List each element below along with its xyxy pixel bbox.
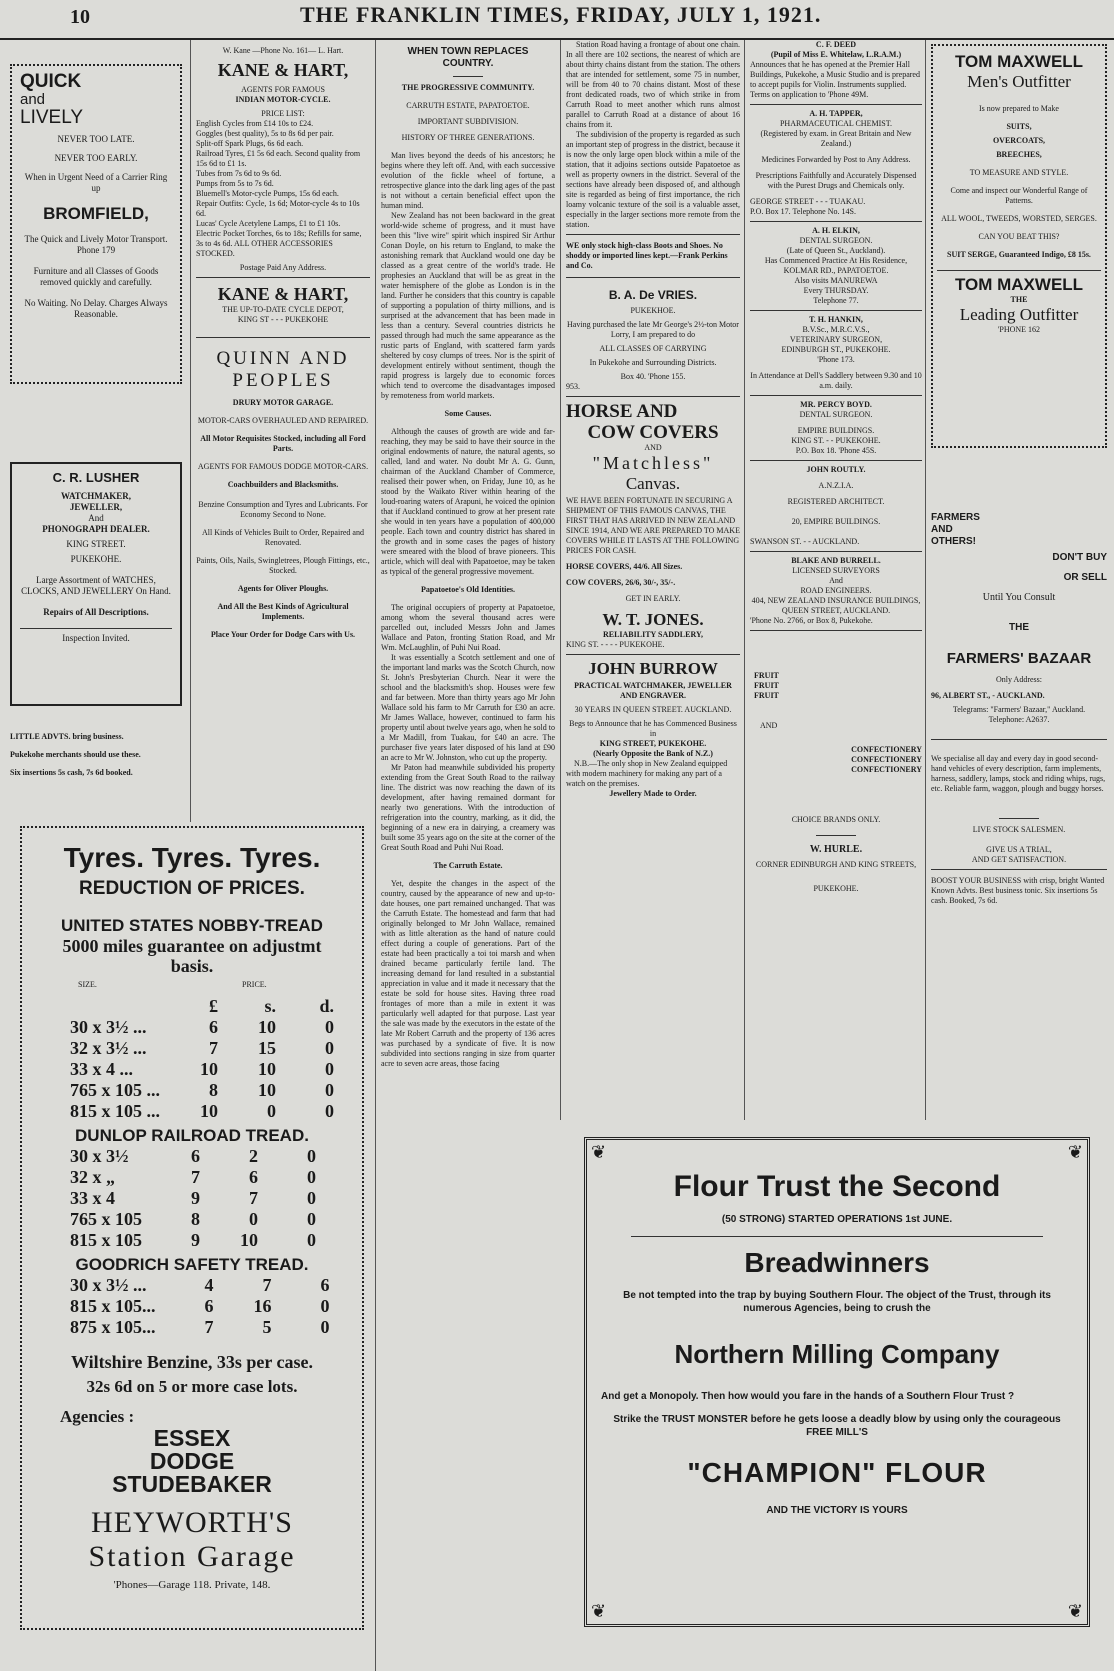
de-vries-line: PUKEKHOE. [630, 306, 676, 315]
tapper-name: A. H. TAPPER, [809, 109, 863, 118]
price-label: PRICE. [242, 980, 267, 989]
article-paragraph: Man lives beyond the deeds of his ancestors; he begins where they left off. And, with each successive evolution of the fickle wheel of fortune, a retrospective glance into the dark ling ages of the past is not without a certain beneficial effect upon the human mind. [381, 151, 555, 210]
table-row: 32 x „ 7 6 0 [70, 1167, 316, 1187]
price-item: Pumps from 5s to 7s 6d. [196, 179, 274, 188]
price-item: Goggles (best quality), 5s to 8s 6d per pair. [196, 129, 334, 138]
column-rule [190, 40, 191, 822]
elkin-line: Also visits MANUREWA [794, 276, 878, 285]
table-row: 30 x 3½ ... 6 10 0 [70, 1017, 334, 1037]
maxwell-line: TO MEASURE AND STYLE. [969, 168, 1069, 177]
size-label: SIZE. [78, 980, 97, 989]
nobby-price-table [64, 996, 340, 1122]
table-row: 30 x 3½ ... 4 7 6 [70, 1275, 330, 1295]
garage-phones: 'Phones—Garage 118. Private, 148. [113, 1579, 271, 1591]
burrow-line: KING STREET, PUKEKOHE. [599, 739, 707, 748]
price-list-label: PRICE LIST: [261, 109, 305, 118]
table-row: 815 x 105 9 10 0 [70, 1230, 316, 1250]
lusher-line: Repairs of All Descriptions. [43, 607, 149, 617]
only-address: Only Address: [996, 675, 1042, 684]
boyd-line: DENTAL SURGEON. [799, 410, 873, 419]
the-text: THE [1010, 295, 1028, 304]
article-paragraph: Mr Paton had meanwhile subdivided his property extending from the Great South Road to the railway line. The district was now reaching the dawn of its development, after having remained dormant for nearly two generations. With the introduction of refrigeration into the country, marking, as it did, the beginning of a new era in dairying, a creamery was built some 35 years ago on the site at the corner of the Great South Road and Puhi Nui Road. [381, 763, 555, 852]
reliability-saddlery: RELIABILITY SADDLERY, [602, 630, 704, 639]
table-row: 30 x 3½ 6 2 0 [70, 1146, 316, 1166]
de-vries-line: 953. [566, 382, 580, 391]
confectionery-line: CONFECTIONERY [851, 755, 922, 764]
price-item: Split-off Spark Plugs, 6s 6d each. [196, 139, 304, 148]
elkin-line: Telephone 77. [813, 296, 859, 305]
masthead: THE FRANKLIN TIMES, FRIDAY, JULY 1, 1921. [300, 2, 822, 27]
corner-ornament-icon: ❦ [591, 1142, 607, 1162]
tapper-line: (Registered by exam. in Great Britain and New Zealand.) [760, 129, 912, 148]
nobby-heading: UNITED STATES NOBBY-TREAD [61, 916, 323, 935]
article-paragraph: The original occupiers of property at Papatoetoe, among whom the several thousand acres were parcelled out, included Messrs John and James Wallace and Paton, fronting Station Road, and Mr Wm. McLaughlin, of Puhi Nui Road. [381, 603, 555, 652]
routly-line: 20, EMPIRE BUILDINGS. [791, 517, 881, 526]
and-text: AND [931, 524, 953, 535]
hankin-line: VETERINARY SURGEON, [789, 335, 883, 344]
and-heading: and [20, 91, 46, 108]
shillings-header: s. [264, 996, 276, 1016]
burrow-name: JOHN BURROW [588, 659, 718, 678]
boyd-line: P.O. Box 18. 'Phone 45S. [795, 446, 877, 455]
mens-outfitter: Men's Outfitter [967, 72, 1071, 91]
price-item: Tubes from 7s 6d to 9s 6d. [196, 169, 282, 178]
hankin-name: T. H. HANKIN, [809, 315, 863, 324]
quinn-item: Agents for Oliver Ploughs. [237, 584, 329, 593]
quinn-item: All Motor Requisites Stocked, including all Ford Parts. [200, 434, 366, 453]
blake-line: QUEEN STREET, AUCKLAND. [781, 606, 891, 615]
heyworth-name: HEYWORTH'S [91, 1506, 293, 1539]
boyd-line: KING ST. - - PUKEKOHE. [791, 436, 881, 445]
tyres-title: Tyres. Tyres. Tyres. [63, 842, 321, 873]
divider [566, 234, 740, 235]
champion-flour-title: "CHAMPION" FLOUR [687, 1457, 987, 1488]
canvas-text: WE HAVE BEEN FORTUNATE IN SECURING A SHIPMENT OF THIS FAMOUS CANVAS, THE FIRST THAT HAS ARRIVED IN NEW ZEALAND SINCE 1914, AND WE ARE PREPARED TO MAKE COVERS WHILE IT LASTS AT THE FOLLOWING PRICES FOR CASH. [566, 496, 740, 555]
divider [453, 76, 483, 77]
de-vries-line: In Pukekohe and Surrounding Districts. [589, 358, 717, 367]
pence-header: d. [319, 996, 334, 1016]
divider [20, 628, 172, 629]
divider [566, 396, 740, 397]
quinn-item: Paints, Oils, Nails, Swingletrees, Plough Fittings, etc., Stocked. [196, 556, 370, 575]
tom-maxwell-name-2: TOM MAXWELL [954, 275, 1084, 294]
and-text: AND [644, 443, 662, 452]
maxwell-line: SUITS, [1006, 122, 1032, 131]
drury-garage: DRURY MOTOR GARAGE. [232, 398, 334, 407]
price-header [64, 996, 340, 1017]
flour-paragraph: And get a Monopoly. Then how would you fare in the hands of a Southern Flour Trust ? [601, 1391, 1015, 1402]
table-row: 815 x 105... 6 16 0 [70, 1296, 330, 1316]
corner-ornament-icon: ❦ [591, 1601, 607, 1621]
column-rule [560, 40, 561, 1120]
divider [750, 630, 922, 631]
burrow-line: Jewellery Made to Order. [609, 789, 697, 798]
burrow-line: (Nearly Opposite the Bank of N.Z.) [593, 749, 713, 758]
burrow-line: N.B.—The only shop in New Zealand equipped with modern machinery for making any part of a watch on the premises. [566, 759, 728, 788]
fruit-line: FRUIT [754, 671, 779, 680]
boyd-line: EMPIRE BUILDINGS. [797, 426, 875, 435]
horse-covers-title: HORSE AND [566, 401, 678, 422]
article-section-heading: Papatoetoe's Old Identities. [421, 585, 515, 594]
dunlop-heading: DUNLOP RAILROAD TREAD. [75, 1126, 309, 1145]
elkin-line: KOLMAR RD., PAPATOETOE. [783, 266, 889, 275]
flour-advert [584, 1137, 1090, 1627]
farmers-text: FARMERS [931, 512, 980, 523]
blake-line: And [829, 576, 843, 585]
horse-covers-price: HORSE COVERS, 44/6. All Sizes. [566, 562, 683, 571]
boyd-name: MR. PERCY BOYD. [800, 400, 872, 409]
column-four [566, 40, 740, 1080]
routly-name: JOHN ROUTLY. [806, 465, 866, 474]
divider [196, 277, 370, 278]
de-vries-name: B. A. De VRIES. [608, 288, 698, 302]
lusher-line: JEWELLER, [69, 502, 123, 512]
never-too-late: NEVER TOO LATE. [57, 134, 135, 144]
column-six [931, 40, 1107, 1080]
divider [750, 104, 922, 105]
motor-transport-text: The Quick and Lively Motor Transport. Phone 179 [24, 234, 168, 255]
maxwell-line: ALL WOOL, TWEEDS, WORSTED, SERGES. [941, 214, 1097, 223]
agencies-label: Agencies : [60, 1407, 135, 1426]
hankin-line: In Attendance at Dell's Saddlery between 9.30 and 10 a.m. daily. [750, 371, 922, 390]
article-subhead: HISTORY OF THREE GENERATIONS. [401, 133, 535, 142]
tom-maxwell-name: TOM MAXWELL [954, 52, 1084, 71]
quinn-item: Place Your Order for Dodge Cars with Us. [210, 630, 356, 639]
quinn-title: QUINN AND [216, 348, 350, 369]
price-item: Postage Paid Any Address. [239, 263, 327, 272]
quinn-item: AGENTS FOR FAMOUS DODGE MOTOR-CARS. [197, 462, 369, 471]
de-vries-line: ALL CLASSES OF CARRYING [599, 344, 707, 353]
bazaar-telephone: Telephone: A2637. [988, 715, 1050, 724]
breadwinners-title: Breadwinners [744, 1247, 930, 1278]
quinn-item: MOTOR-CARS OVERHAULED AND REPAIRED. [197, 416, 369, 425]
quinn-item: Coachbuilders and Blacksmiths. [227, 480, 339, 489]
flour-paragraph: Be not tempted into the trap by buying Southern Flour. The object of the Trust, through its numerous Agencies, being to crush the [623, 1290, 1051, 1314]
elkin-name: A. H. ELKIN, [812, 226, 860, 235]
others-text: OTHERS! [931, 536, 976, 547]
tapper-line: GEORGE STREET - - - TUAKAU. [750, 197, 866, 206]
article-paragraph: New Zealand has not been backward in the great world-wide scheme of progress, and it must have been this "live wire" spirit which inspired Sir Arthur Conan Doyle, on his return to England, to make the astonishing remark that Auckland would one day be classed as a great centre of the world's trade. He prophesies an Auckland that will be as great in the water hemisphere of the globe as London is in the land. Further he considers that this country is capable of supporting a population of thirty millions, and is surprised at the advancement that has been made in less than a century. Several countries districts he passed through had much the same appearance as the rustic parts of England, with scattered farm yards sheltered by cosy clumps of trees. Nor is the spirit of development entirely without sentiment, though the rapid progress is largely due to economic forces which tend to overcome the disadvantages imposed by remoteness from world markets. [381, 211, 555, 400]
divider [999, 818, 1039, 819]
pounds-header: £ [209, 996, 218, 1016]
elkin-line: Every THURSDAY. [803, 286, 869, 295]
maxwell-line: BREECHES, [996, 150, 1042, 159]
routly-line: REGISTERED ARCHITECT. [787, 497, 885, 506]
article-column [381, 46, 555, 1670]
lusher-line: KING STREET. [66, 539, 126, 549]
lusher-line: WATCHMAKER, [60, 491, 132, 501]
price-item: Repair Outfits: Cycle, 1s 6d; Motor-cycle 4s to 10s 6d. [196, 199, 360, 218]
flour-title: Flour Trust the Second [673, 1170, 1001, 1203]
boost-business: BOOST YOUR BUSINESS with crisp, bright Wanted Known Advts. Best business tonic. Six insertions 5s cash. Booked, 7s 6d. [931, 876, 1105, 905]
cow-covers-title: COW COVERS [587, 422, 719, 443]
peoples-title: PEOPLES [232, 370, 334, 391]
jones-address: KING ST. - - - - PUKEKOHE. [566, 640, 665, 649]
hankin-line: B.V.Sc., M.R.C.V.S., [802, 325, 870, 334]
tapper-line: PHARMACEUTICAL CHEMIST. [779, 119, 892, 128]
dunlop-price-table [64, 1146, 322, 1251]
little-advts-line: Six insertions 5s cash, 7s 6d booked. [10, 768, 133, 777]
divider [931, 739, 1107, 740]
deed-line: (Pupil of Miss E. Whitelaw, L.R.A.M.) [770, 50, 902, 59]
table-row: 33 x 4 9 7 0 [70, 1188, 316, 1208]
elkin-line: (Late of Queen St., Auckland). [786, 246, 886, 255]
divider [750, 395, 922, 396]
divider [566, 654, 740, 655]
lusher-advert [10, 462, 182, 706]
page-header [0, 0, 1114, 40]
maxwell-line: Come and inspect our Wonderful Range of Patterns. [950, 186, 1088, 205]
fruit-line: FRUIT [754, 681, 779, 690]
bazaar-address: 96, ALBERT ST., - AUCKLAND. [931, 691, 1045, 700]
case-lots-text: 32s 6d on 5 or more case lots. [86, 1377, 298, 1396]
guarantee-text: 5000 miles guarantee on adjustmt basis. [62, 936, 322, 976]
matchless-title: "Matchless" [592, 453, 714, 473]
lusher-line: Large Assortment of WATCHES, CLOCKS, AND JEWELLERY On Hand. [21, 575, 171, 596]
live-stock-salesmen: LIVE STOCK SALESMEN. [972, 825, 1066, 834]
blake-line: 'Phone No. 2766, or Box 8, Pukekohe. [750, 616, 873, 625]
no-waiting-text: No Waiting. No Delay. Charges Always Reasonable. [24, 298, 168, 319]
quinn-peoples-advert [196, 348, 370, 640]
article-subhead: THE PROGRESSIVE COMMUNITY. [401, 83, 535, 92]
corner-ornament-icon: ❦ [1067, 1601, 1083, 1621]
choice-brands: CHOICE BRANDS ONLY. [791, 815, 881, 824]
tom-maxwell-advert [931, 44, 1107, 448]
cow-covers-price: COW COVERS, 26/6, 30/-, 35/-. [566, 578, 676, 587]
divider [750, 221, 922, 222]
fruit-line: FRUIT [754, 691, 779, 700]
article-paragraph: The subdivision of the property is regarded as such an important step of progress in the district, because it is now the only large open block within a mile of the station, that it adjoins sections outside Papatoetoe as well as property owners in the district. Several of the sections have already been disposed of, and although site is regarded as being of first importance, the rich loamy volcanic texture of the soil is a valuable asset, especially in the larger sections more remote from the station. [566, 130, 740, 229]
or-sell: OR SELL [1063, 572, 1107, 583]
agency-studebaker: STUDEBAKER [112, 1471, 272, 1497]
leading-outfitter: Leading Outfitter [959, 305, 1079, 324]
agents-text: AGENTS FOR FAMOUS [241, 85, 325, 94]
hankin-line: EDINBURGH ST., PUKEKOHE. [781, 345, 891, 354]
blake-line: LICENSED SURVEYORS [792, 566, 880, 575]
article-subhead: CARRUTH ESTATE, PAPATOETOE. [406, 101, 530, 110]
table-row: 815 x 105 ... 10 0 0 [70, 1101, 334, 1121]
quick-heading: QUICK [20, 71, 82, 92]
divider [196, 337, 370, 338]
price-item: Lucas' Cycle Acetylene Lamps, £1 to £1 10s. [196, 219, 341, 228]
kane-hart-name-2: KANE & HART, [217, 284, 349, 304]
lusher-line: Inspection Invited. [62, 633, 130, 643]
flour-subtitle: (50 STRONG) STARTED OPERATIONS 1st JUNE. [721, 1214, 953, 1225]
benzine-text: Wiltshire Benzine, 33s per case. [71, 1352, 313, 1372]
bromfield-advert [10, 64, 182, 384]
elkin-line: DENTAL SURGEON. [799, 236, 873, 245]
burrow-line: PRACTICAL WATCHMAKER, JEWELLER AND ENGRAVER. [574, 681, 732, 700]
blake-line: ROAD ENGINEERS. [800, 586, 872, 595]
price-header-row [28, 980, 356, 996]
give-trial: GIVE US A TRIAL, [986, 845, 1052, 854]
elkin-line: Has Commenced Practice At His Residence, [764, 256, 908, 265]
maxwell-line: SUIT SERGE, Guaranteed Indigo, £8 15s. [947, 250, 1091, 259]
article-paragraph: It was essentially a Scotch settlement and one of the important land marks was the Scotch Church, now St. John's Presbyterian Church. Near it were the school and the blacksmith's shop. Houses were few and far between. More than thirty years ago Mr John Wallace sold his farm to Mr Carruth for £30 an acre. Mr James Wallace, however, continued to farm his property until about twelve years ago, when he sold to a Mr Madill, from Tuakau, for £40 an acre. The purchaser five years later disposed of his land at £90 an acre to Mr W. Johnston, who cut up the property. [381, 653, 555, 762]
table-row: 33 x 4 ... 10 10 0 [70, 1059, 334, 1079]
price-item: Electric Pocket Torches, 6s to 18s; Refills for same, 3s to 4s 6d. ALL OTHER ACCESSORIES STOCKED. [196, 229, 362, 258]
deed-name: C. F. DEED [815, 40, 857, 49]
price-item: Bluemell's Motor-cycle Pumps, 15s 6d each. [196, 189, 339, 198]
confectionery-line: CONFECTIONERY [851, 745, 922, 754]
burrow-line: 30 YEARS IN QUEEN STREET. AUCKLAND. [574, 705, 732, 714]
the-text: THE [1009, 622, 1029, 633]
blake-name: BLAKE AND BURRELL. [791, 556, 881, 565]
goodrich-heading: GOODRICH SAFETY TREAD. [75, 1255, 309, 1274]
quinn-item: And All the Best Kinds of Agricultural Implements. [217, 602, 349, 621]
bazaar-telegrams: Telegrams: "Farmers' Bazaar," Auckland. [952, 705, 1086, 714]
kane-address: KING ST - - - PUKEKOHE [237, 315, 329, 324]
until-you-consult: Until You Consult [982, 592, 1056, 603]
hurle-line: PUKEKOHE. [813, 884, 859, 893]
article-paragraph: Although the causes of growth are wide and far-reaching, they may be said to have their source in the original endowments of nature, the natural agents, so called, land and water. No doubt Mr A. G. Gunn, chairman of the Auckland Chamber of Commerce, realised their power when, on Friday, June 10, as he stood by the Waikato River within hearing of the loud-roaring waters of Arapuni, he voiced the opinion that if Auckland continued to grow at her present rate she would in ten years have a population of 400,000 people. Each town and country district has shared in the growth and in some cases the pages of history were smeared with the blood of brave pioneers. This article, which will deal with Papatoetoe, may be taken as typical of the general progressive movement. [381, 427, 555, 576]
kane-phone-line: W. Kane —Phone No. 161— L. Hart. [222, 46, 344, 55]
northern-milling-title: Northern Milling Company [674, 1339, 1000, 1369]
table-row: 875 x 105... 7 5 0 [70, 1317, 330, 1337]
lusher-line: PHONOGRAPH DEALER. [42, 524, 150, 534]
quinn-item: All Kinds of Vehicles Built to Order, Repaired and Renovated. [202, 528, 364, 547]
lusher-line: And [88, 513, 104, 523]
bazaar-specialise: We specialise all day and every day in good second-hand vehicles of every description, farm implements, harness, saddlery, lamps, stock and riding whips, rugs, etc. Reliable farm, waggon, plough and buggy horses. [931, 754, 1106, 793]
tyres-subtitle: REDUCTION OF PRICES. [79, 878, 305, 899]
little-advts-line: LITTLE ADVTS. bring business. [10, 732, 124, 741]
lusher-line: PUKEKOHE. [70, 554, 122, 564]
hankin-line: 'Phone 173. [817, 355, 855, 364]
furniture-text: Furniture and all Classes of Goods removed quickly and carefully. [33, 266, 159, 287]
maxwell-phone: 'PHONE 162 [997, 325, 1041, 334]
cycle-depot: THE UP-TO-DATE CYCLE DEPOT, [222, 305, 344, 314]
divider [937, 270, 1101, 271]
article-subhead: IMPORTANT SUBDIVISION. [417, 117, 519, 126]
divider [750, 551, 922, 552]
dont-buy: DON'T BUY [1052, 552, 1107, 563]
column-rule [744, 40, 745, 1120]
price-item: Railroad Tyres, £1 5s 6d each. Second quality from 15s 6d to £1 1s. [196, 149, 361, 168]
divider [750, 460, 922, 461]
tyres-advert [20, 826, 364, 1630]
get-satisfaction: AND GET SATISFACTION. [971, 855, 1067, 864]
canvas-title: Canvas. [625, 474, 681, 493]
carrier-text: When in Urgent Need of a Carrier Ring up [24, 172, 168, 193]
article-paragraph: Yet, despite the changes in the aspect of the country, caused by the appearance of new and up-to-date houses, one part remained unchanged. That was the Carruth Estate. The homestead and farm that had originally belonged to Mr John Wallace, remained with as little alteration as the hand of nature could effect during a couple of generations. Part of the estate had been practically a toi toi marsh and when drained became particularly fertile land. The increasing demand for land resulted in a substantial appreciation in value and it made it necessary that the estate be sold for house sites. Having three road frontages of more than a mile in extent it was particularly well adapted for that purpose. Last year the sale was made by the executors in the estate of the late Mr Robert Carruth and the property of 136 acres was purchased by a syndicate of five. It is now subdivided into sections ranging in size from quarter acre to seven acre areas, those facing [381, 879, 555, 1068]
little-advts-line: Pukekohe merchants should use these. [10, 750, 141, 759]
burrow-line: Begs to Announce that he has Commenced Business in [569, 719, 737, 738]
article-section-heading: The Carruth Estate. [433, 861, 503, 870]
little-advts [10, 732, 186, 778]
maxwell-line: OVERCOATS, [992, 136, 1046, 145]
maxwell-line: Is now prepared to Make [979, 104, 1059, 113]
lusher-name: C. R. LUSHER [52, 470, 140, 485]
page-number: 10 [70, 6, 90, 28]
column-five [750, 40, 922, 1080]
maxwell-line: CAN YOU BEAT THIS? [978, 232, 1060, 241]
goodrich-price-table [64, 1275, 336, 1338]
quinn-item: Benzine Consumption and Tyres and Lubricants. For Economy Second to None. [198, 500, 368, 519]
tapper-line: Medicines Forwarded by Post to Any Address. [761, 155, 911, 164]
tapper-line: Prescriptions Faithfully and Accurately Dispensed with the Purest Drugs and Chemicals only. [755, 171, 917, 190]
article-paragraph: Station Road having a frontage of about one chain. In all there are 102 sections, the nearest of which are about thirty chains distant from the station. The others that are intended for settlement, some 75 in number, will be from 40 to 70 chains distant. Most of these front dedicated roads, two of which strike in from Carruth Road to meet another which runs almost parallel to Carruth Road at a distance of about 16 chains from it. [566, 40, 740, 129]
indian-motorcycle: INDIAN MOTOR-CYCLE. [235, 95, 331, 104]
divider [750, 310, 922, 311]
article-section-heading: Some Causes. [444, 409, 492, 418]
and-text: AND [760, 721, 778, 730]
divider [566, 277, 740, 278]
blake-line: 404, NEW ZEALAND INSURANCE BUILDINGS, [751, 596, 921, 605]
lively-heading: LIVELY [20, 107, 84, 128]
station-garage: Station Garage [88, 1540, 296, 1573]
farmers-bazaar-advert [931, 512, 1107, 906]
jones-name: W. T. JONES. [602, 610, 704, 629]
agency-dodge: DODGE [149, 1448, 235, 1474]
confectionery-line: CONFECTIONERY [851, 765, 922, 774]
price-item: English Cycles from £14 10s to £24. [196, 119, 314, 128]
de-vries-line: Box 40. 'Phone 155. [620, 372, 686, 381]
divider [816, 835, 856, 836]
table-row: 32 x 3½ ... 7 15 0 [70, 1038, 334, 1058]
never-too-early: NEVER TOO EARLY. [54, 153, 138, 163]
kane-hart-advert [196, 46, 370, 640]
table-row: 765 x 105 8 0 0 [70, 1209, 316, 1229]
hurle-line: CORNER EDINBURGH AND KING STREETS, [755, 860, 917, 869]
agency-essex: ESSEX [153, 1425, 231, 1451]
corner-ornament-icon: ❦ [1067, 1142, 1083, 1162]
victory-text: AND THE VICTORY IS YOURS [766, 1505, 908, 1516]
hurle-name: W. HURLE. [809, 844, 863, 855]
routly-line: A.N.Z.I.A. [818, 481, 854, 490]
flour-paragraph: Strike the TRUST MONSTER before he gets loose a deadly blow by using only the courageous FREE MILL'S [613, 1414, 1061, 1438]
perkins-advert: WE only stock high-class Boots and Shoes. No shoddy or imported lines kept.—Frank Perkins and Co. [566, 241, 728, 270]
deed-line: Announces that he has opened at the Premier Hall Buildings, Pukekohe, a Music Studio and is prepared to accept pupils for Violin. Instruments supplied. Terms on application to 'Phone 49M. [750, 60, 920, 99]
bromfield-name: BROMFIELD, [43, 204, 149, 223]
kane-hart-name: KANE & HART, [217, 60, 349, 80]
get-in-early: GET IN EARLY. [625, 594, 681, 603]
tapper-line: P.O. Box 17. Telephone No. 14S. [750, 207, 856, 216]
column-rule [375, 40, 376, 1671]
divider [931, 869, 1107, 870]
divider [631, 1236, 1043, 1237]
farmers-bazaar-name: FARMERS' BAZAAR [946, 650, 1092, 667]
article-headline: WHEN TOWN REPLACES COUNTRY. [407, 46, 529, 69]
de-vries-line: Having purchased the late Mr George's 2½-ton Motor Lorry, I am prepared to do [567, 320, 739, 339]
routly-line: SWANSON ST. - - AUCKLAND. [750, 537, 860, 546]
hurle-advert [750, 671, 922, 894]
table-row: 765 x 105 ... 8 10 0 [70, 1080, 334, 1100]
column-rule [925, 40, 926, 1120]
